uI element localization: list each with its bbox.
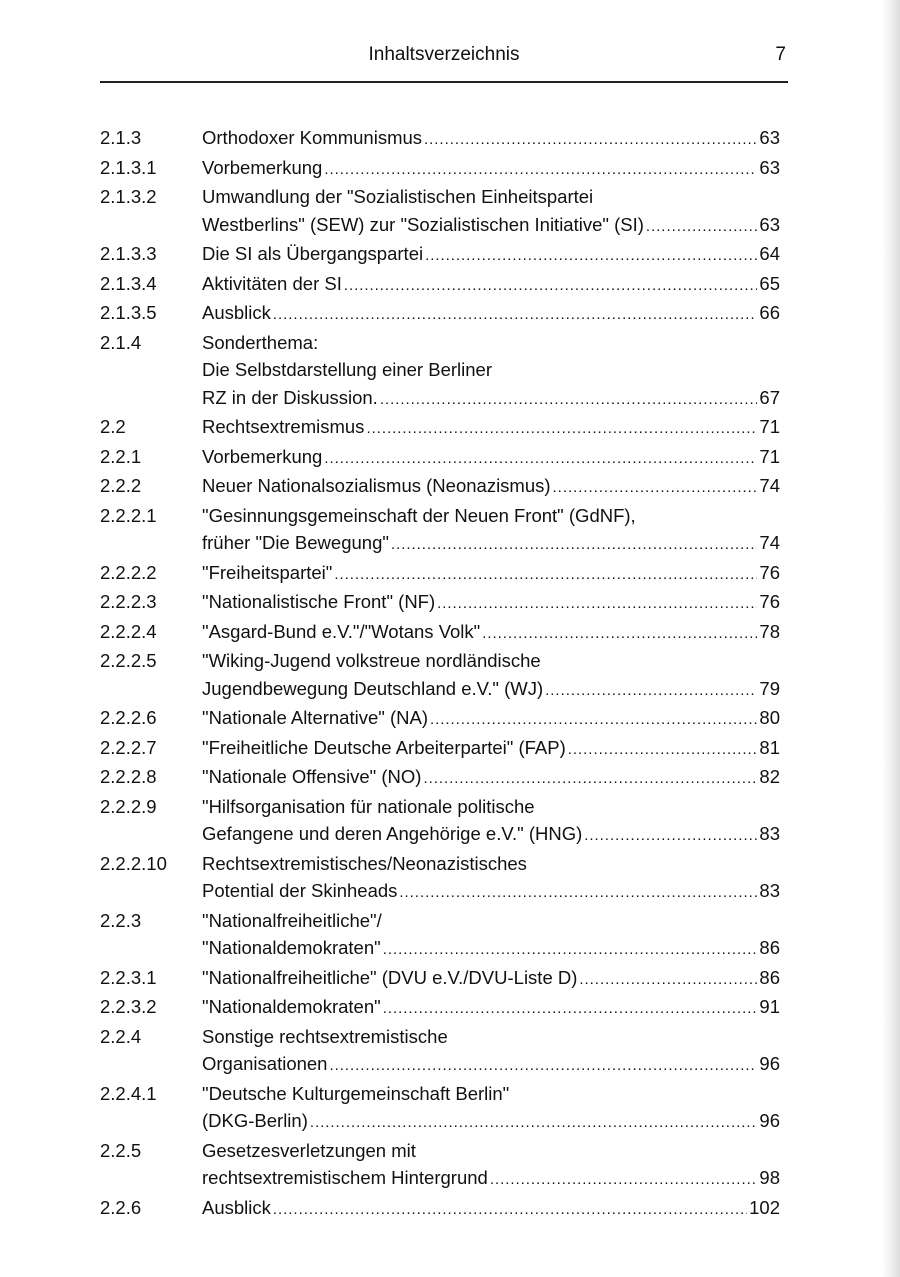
toc-page-number: 102 [749,1196,780,1218]
toc-entry-body [202,502,780,559]
toc-title-line: Sonderthema: [202,331,319,353]
dot-leader [430,704,757,734]
toc-entry-body [202,1194,780,1224]
toc-title-line: Die SI als Übergangspartei [202,243,424,264]
dot-leader [380,384,758,414]
toc-title-line: "Wiking-Jugend volkstreue nordländische [202,650,541,671]
toc-title-line: Rechtsextremismus [202,416,365,437]
toc-title-last-line [202,154,780,184]
toc-entry [100,1023,780,1080]
toc-title-line: Organisationen [202,1053,328,1074]
toc-page-number: 98 [759,1167,780,1188]
toc-entry-body [202,850,780,907]
toc-title-line: "Asgard-Bund e.V."/"Wotans Volk" [202,620,481,642]
toc-entry [100,588,780,618]
toc-title-line: Die Selbstdarstellung einer Berliner [202,359,492,380]
header-page-number: 7 [775,44,786,65]
page-header [100,42,788,72]
dot-leader [437,588,757,618]
toc-title-line: "Nationale Alternative" (NA) [202,707,428,728]
toc-title-line: früher "Die Bewegung" [202,532,389,553]
toc-title-line: "Nationalistische Front" (NF) [202,591,436,612]
dot-leader [273,299,758,329]
toc-entry-body [202,1080,780,1137]
dot-leader [273,1194,747,1224]
dot-leader [310,1107,758,1137]
toc-title-line: "Nationaldemokraten" [202,937,381,958]
dot-leader [334,559,757,589]
toc-section-number: 2.2.2.10 [100,852,167,874]
toc-section-number: 2.1.4 [100,331,142,353]
toc-title-last-line [202,384,780,414]
toc-title-last-line [202,1050,780,1080]
header-title: Inhaltsverzeichnis [368,44,520,65]
toc-entry [100,763,780,793]
toc-title-line: (DKG-Berlin) [202,1110,308,1131]
toc-page-number: 74 [759,475,780,496]
toc-title-last-line [202,472,780,502]
toc-title-last-line [202,270,780,300]
toc-entry [100,618,780,648]
toc-section-number: 2.2.6 [100,1196,142,1218]
toc-entry [100,240,780,270]
toc-entry-body [202,618,780,648]
toc-title-last-line [202,964,780,994]
toc-entry-body [202,443,780,473]
toc-title-line: "Nationaldemokraten" [202,996,381,1017]
toc-page-number: 80 [759,707,780,728]
toc-entry [100,704,780,734]
toc-page-number: 67 [759,386,780,408]
toc-entry-body [202,472,780,502]
toc-entry-body [202,1023,780,1080]
toc-page-number: 66 [759,302,780,323]
toc-section-number: 2.1.3.3 [100,243,157,264]
toc-section-number: 2.1.3.2 [100,186,157,207]
dot-leader [383,993,758,1023]
toc-entry-body [202,793,780,850]
toc-entry [100,734,780,764]
toc-page-number: 63 [759,127,780,148]
toc-section-number: 2.2.5 [100,1139,142,1161]
toc-entry-body [202,183,780,240]
toc-title-line: "Nationalfreiheitliche"/ [202,909,382,931]
toc-title-line: "Nationalfreiheitliche" (DVU e.V./DVU-Liste D) [202,966,578,988]
dot-leader [553,472,758,502]
toc-title-last-line [202,443,780,473]
toc-entry-body [202,993,780,1023]
toc-section-number: 2.2.4 [100,1025,142,1047]
toc-section-number: 2.2.2.1 [100,504,157,526]
toc-title-last-line [202,877,780,907]
toc-title-line: Ausblick [202,1196,271,1218]
toc-page-number: 64 [759,243,780,264]
toc-entry-body [202,734,780,764]
toc-page-number: 71 [759,445,780,467]
toc-title-line: Aktivitäten der SI [202,272,342,294]
toc-entry [100,124,780,154]
toc-title-line: Neuer Nationalsozialismus (Neonazismus) [202,475,551,496]
toc-section-number: 2.2.2.5 [100,650,157,671]
toc-page-number: 79 [759,677,780,699]
toc-entry-body [202,329,780,414]
toc-section-number: 2.1.3.1 [100,156,157,178]
toc-section-number: 2.1.3.5 [100,302,157,323]
toc-title-last-line [202,1107,780,1137]
toc-entry [100,1080,780,1137]
dot-leader [383,934,758,964]
dot-leader [423,763,757,793]
dot-leader [584,820,757,850]
toc-title-line: Jugendbewegung Deutschland e.V." (WJ) [202,677,544,699]
toc-entry [100,850,780,907]
toc-entry-body [202,240,780,270]
toc-page-number: 83 [759,823,780,844]
toc-section-number: 2.2.2.3 [100,591,157,612]
toc-page-number: 76 [759,591,780,612]
toc-page-number: 86 [759,966,780,988]
dot-leader [424,124,757,154]
toc-title-line: Ausblick [202,302,271,323]
toc-title-line: RZ in der Diskussion. [202,386,378,408]
toc-entry-body [202,588,780,618]
toc-title-line: rechtsextremistischem Hintergrund [202,1167,488,1188]
toc-entry [100,413,780,443]
dot-leader [568,734,758,764]
toc-section-number: 2.2.2.8 [100,766,157,787]
dot-leader [545,675,757,705]
toc-entry-body [202,964,780,994]
toc-entry-body [202,270,780,300]
dot-leader [344,270,758,300]
toc-entry-body [202,559,780,589]
toc-entry [100,1194,780,1224]
page-edge-shadow [882,0,900,1277]
toc-section-number: 2.1.3.4 [100,272,157,294]
toc-title-line: Umwandlung der "Sozialistischen Einheitspartei [202,186,594,207]
toc-entry [100,907,780,964]
toc-entry-body [202,124,780,154]
toc-title-line: Rechtsextremistisches/Neonazistisches [202,852,527,874]
toc-page-number: 83 [759,880,780,901]
toc-section-number: 2.2.4.1 [100,1082,157,1104]
toc-title-line: Sonstige rechtsextremistische [202,1025,448,1047]
toc-entry [100,964,780,994]
toc-title-line: "Hilfsorganisation für nationale politische [202,795,535,817]
toc-title-line: "Deutsche Kulturgemeinschaft Berlin" [202,1082,510,1104]
toc-title-last-line [202,588,780,618]
toc-entry [100,154,780,184]
toc-title-line: Vorbemerkung [202,156,323,178]
toc-title-last-line [202,413,780,443]
toc-title-last-line [202,675,780,705]
toc-section-number: 2.2 [100,416,126,437]
toc-section-number: 2.2.2.9 [100,795,157,817]
toc-title-line: Orthodoxer Kommunismus [202,127,423,148]
dot-leader [579,964,757,994]
toc-section-number: 2.2.2 [100,475,142,496]
toc-section-number: 2.2.2.6 [100,707,157,728]
dot-leader [646,211,758,241]
toc-title-last-line [202,529,780,559]
toc-page-number: 81 [759,736,780,758]
toc-entry-body [202,647,780,704]
toc-section-number: 2.2.3.1 [100,966,157,988]
toc-entry [100,993,780,1023]
toc-title-last-line [202,704,780,734]
toc-section-number: 2.2.1 [100,445,142,467]
toc-entry [100,443,780,473]
toc-page-number: 78 [759,620,780,642]
toc-title-last-line [202,934,780,964]
toc-page-number: 96 [759,1053,780,1074]
toc-page-number: 65 [759,272,780,294]
toc-title-last-line [202,1194,780,1224]
dot-leader [329,1050,757,1080]
toc-title-last-line [202,240,780,270]
toc-section-number: 2.2.3 [100,909,142,931]
toc-entry [100,647,780,704]
toc-title-last-line [202,559,780,589]
toc-entry [100,329,780,414]
toc-title-line: Vorbemerkung [202,445,323,467]
toc-page-number: 96 [759,1110,780,1131]
toc-title-last-line [202,618,780,648]
toc-entry-body [202,413,780,443]
toc-entry [100,793,780,850]
toc-title-last-line [202,820,780,850]
toc-title-last-line [202,299,780,329]
toc-section-number: 2.1.3 [100,127,142,148]
toc-page-number: 63 [759,213,780,235]
toc-title-last-line [202,124,780,154]
toc-title-last-line [202,1164,780,1194]
toc-entry-body [202,907,780,964]
toc-entry [100,502,780,559]
dot-leader [425,240,757,270]
toc-page-number: 91 [759,996,780,1017]
toc-page-number: 86 [759,937,780,958]
toc-title-line: Potential der Skinheads [202,880,398,901]
toc-title-last-line [202,993,780,1023]
dot-leader [490,1164,758,1194]
toc-entry [100,559,780,589]
toc-title-last-line [202,211,780,241]
toc-section-number: 2.2.2.7 [100,736,157,758]
toc-entry-body [202,299,780,329]
toc-title-last-line [202,763,780,793]
header-rule [100,81,788,83]
toc-entry [100,183,780,240]
toc-title-last-line [202,734,780,764]
toc-section-number: 2.2.2.2 [100,561,157,583]
toc-entry [100,1137,780,1194]
dot-leader [482,618,757,648]
toc-title-line: Gefangene und deren Angehörige e.V." (HNG) [202,823,583,844]
toc-title-line: Gesetzesverletzungen mit [202,1139,416,1161]
toc-title-line: "Freiheitliche Deutsche Arbeiterpartei" (FAP) [202,736,566,758]
toc-page-number: 71 [759,416,780,437]
dot-leader [366,413,757,443]
dot-leader [391,529,757,559]
toc-entry-body [202,763,780,793]
dot-leader [324,443,757,473]
dot-leader [399,877,757,907]
toc-page-number: 74 [759,532,780,553]
toc-section-number: 2.2.2.4 [100,620,157,642]
toc-entry-body [202,154,780,184]
toc-entry-body [202,704,780,734]
toc-page-number: 82 [759,766,780,787]
toc-page-number: 63 [759,156,780,178]
toc-title-line: "Nationale Offensive" (NO) [202,766,422,787]
toc-entry [100,270,780,300]
toc-entry [100,472,780,502]
toc-title-line: "Freiheitspartei" [202,561,333,583]
table-of-contents [100,124,780,1223]
toc-page-number: 76 [759,561,780,583]
toc-title-line: "Gesinnungsgemeinschaft der Neuen Front" (GdNF), [202,504,636,526]
toc-title-line: Westberlins" (SEW) zur "Sozialistischen Initiative" (SI) [202,213,644,235]
toc-section-number: 2.2.3.2 [100,996,157,1017]
toc-entry-body [202,1137,780,1194]
dot-leader [324,154,757,184]
toc-entry [100,299,780,329]
